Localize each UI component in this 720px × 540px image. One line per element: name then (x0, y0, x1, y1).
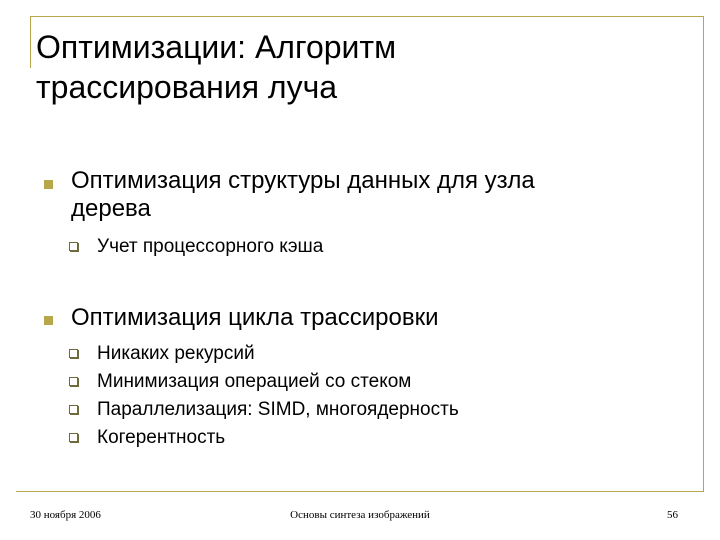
hollow-square-icon (69, 433, 78, 442)
hollow-square-icon (69, 405, 78, 414)
subbullet-item-2-4: Когерентность (97, 427, 226, 448)
bullet-item-2 (71, 304, 651, 332)
hollow-square-icon (69, 377, 78, 386)
frame-line-bottom (16, 491, 704, 492)
frame-line-right (703, 16, 704, 492)
bullet-item-1-line2: дерева (71, 195, 151, 222)
bullet-item-2-line1: Оптимизация цикла трассировки (71, 304, 439, 331)
slide-title-line2: трассирования луча (36, 69, 338, 105)
bullet-item-1 (71, 167, 651, 223)
frame-line-left (30, 16, 31, 68)
filled-square-icon (44, 180, 53, 189)
hollow-square-icon (69, 349, 78, 358)
subbullet-item-1-1: Учет процессорного кэша (97, 236, 324, 257)
subbullet-item-2-2: Минимизация операцией со стеком (97, 371, 412, 392)
frame-line-top (30, 16, 704, 17)
footer-course: Основы синтеза изображений (290, 509, 430, 521)
hollow-square-icon (69, 242, 78, 251)
bullet-item-1-line1: Оптимизация структуры данных для узла (71, 167, 535, 194)
footer-date: 30 ноября 2006 (30, 509, 101, 521)
slide-title-line1: Оптимизации: Алгоритм (36, 29, 397, 65)
subbullet-item-2-3: Параллелизация: SIMD, многоядерность (97, 399, 459, 420)
slide-title (36, 27, 676, 107)
subbullet-item-2-1: Никаких рекурсий (97, 343, 255, 364)
filled-square-icon (44, 316, 53, 325)
footer-page-number: 56 (667, 509, 678, 521)
